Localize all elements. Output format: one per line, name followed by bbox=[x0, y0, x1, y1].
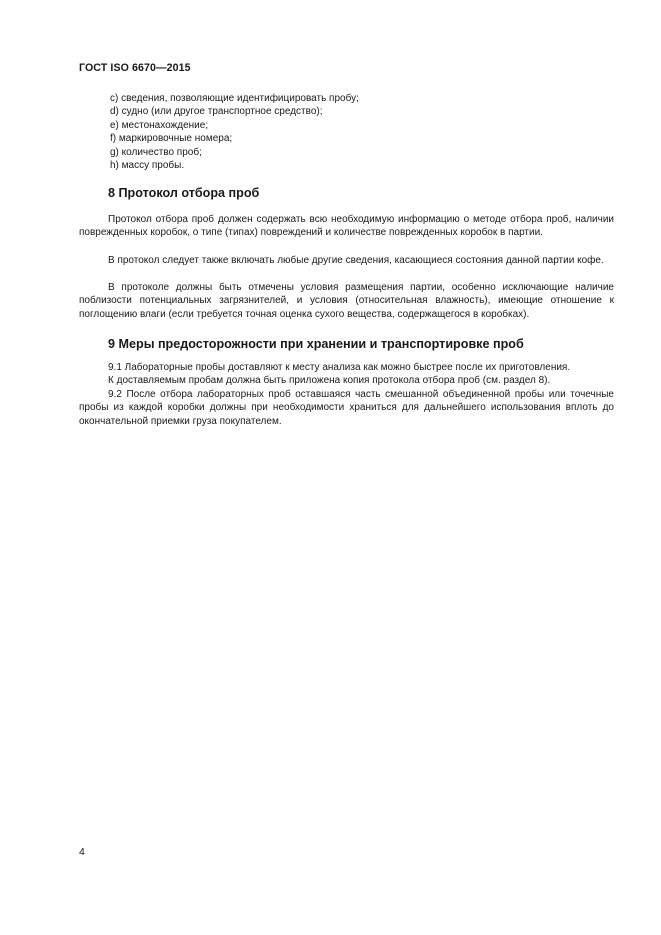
section-9-paragraph: 9.2 После отбора лабораторных проб оставшаяся часть смешанной объединенной пробы или точечные пробы из каждой коробки должны при необходимости храниться для дальнейшего использования вплоть до окончательной приемки груза покупателем. bbox=[79, 389, 614, 427]
list-item: f) маркировочные номера; bbox=[110, 133, 233, 145]
section-9-paragraph: 9.1 Лабораторные пробы доставляют к месту анализа как можно быстрее после их приготовления. bbox=[108, 362, 571, 373]
sampling-info-list bbox=[110, 92, 359, 172]
document-code-header: ГОСТ ISO 6670—2015 bbox=[79, 62, 191, 74]
section-8-title: 8 Протокол отбора проб bbox=[108, 186, 260, 200]
section-8-paragraph: Протокол отбора проб должен содержать всю необходимую информацию о методе отбора проб, наличии поврежденных коробок, о типе (типах) повреждений и количестве поврежденных коробок в партии. bbox=[79, 214, 614, 239]
list-item: c) сведения, позволяющие идентифицировать пробу; bbox=[110, 93, 359, 104]
section-8-paragraph: В протоколе должны быть отмечены условия размещения партии, особенно исключающие наличие поблизости потенциальных загрязнителей, и условия (относительная влажность), имеющие отношение к поглощению влаги (если требуется точная оценка сухого вещества, содержащегося в коробках). bbox=[79, 282, 614, 320]
list-item: h) массу пробы. bbox=[110, 160, 185, 172]
section-8-paragraph: В протокол следует также включать любые другие сведения, касающиеся состояния данной партии кофе. bbox=[108, 255, 604, 266]
list-item: d) судно (или другое транспортное средство); bbox=[110, 106, 323, 118]
list-item: e) местонахождение; bbox=[110, 119, 209, 131]
section-9-title: 9 Меры предосторожности при хранении и транспортировке проб bbox=[108, 337, 524, 351]
page-number: 4 bbox=[79, 846, 85, 858]
list-item: g) количество проб; bbox=[110, 146, 202, 158]
section-9-paragraph: К доставляемым пробам должна быть приложена копия протокола отбора проб (см. раздел 8). bbox=[108, 375, 551, 386]
